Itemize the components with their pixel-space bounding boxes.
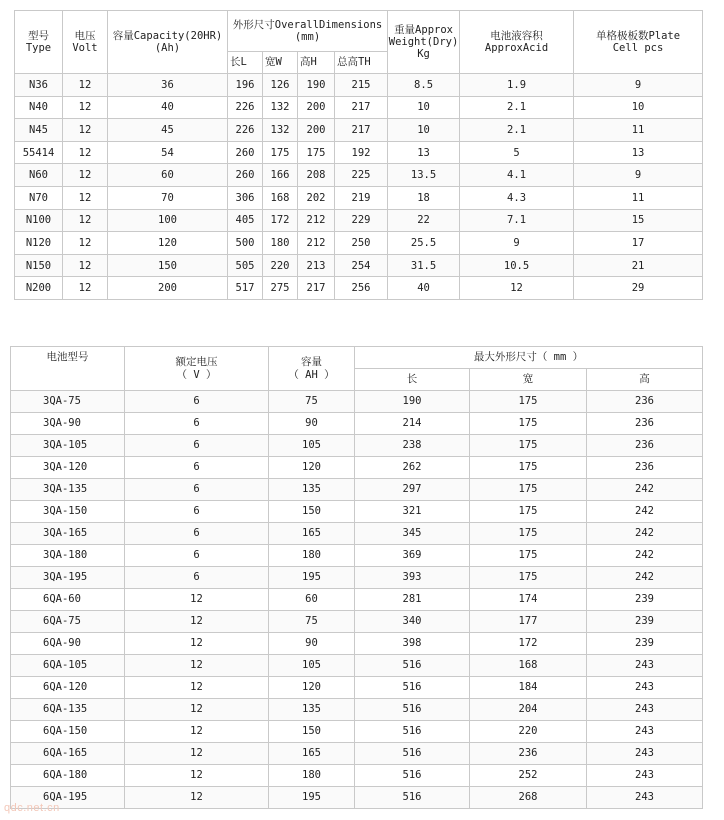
table-cell: 6 <box>125 501 269 523</box>
table-cell: 6 <box>125 413 269 435</box>
table-cell: 238 <box>355 435 470 457</box>
table-cell: 297 <box>355 479 470 501</box>
table-cell: 6 <box>125 391 269 413</box>
table-cell: 175 <box>470 523 587 545</box>
table-cell: 150 <box>269 721 355 743</box>
table-cell: 212 <box>298 232 335 255</box>
table-cell: 3QA-180 <box>11 545 125 567</box>
table-cell: 9 <box>574 74 703 97</box>
table-cell: 10.5 <box>460 254 574 277</box>
table-cell: 6 <box>125 479 269 501</box>
table-cell: 177 <box>470 611 587 633</box>
table-cell: 226 <box>228 96 263 119</box>
table-cell: 175 <box>470 435 587 457</box>
table-cell: 229 <box>335 209 388 232</box>
table-cell: 12 <box>63 96 108 119</box>
table-cell: 12 <box>63 254 108 277</box>
table-cell: 45 <box>108 119 228 142</box>
header-type: 型号 Type <box>15 11 63 74</box>
table-cell: 165 <box>269 523 355 545</box>
table-cell: 192 <box>335 141 388 164</box>
battery-spec-table-n-series <box>14 10 703 300</box>
header-width: 宽W <box>263 52 298 74</box>
table-cell: N70 <box>15 186 63 209</box>
table-cell: 6QA-165 <box>11 743 125 765</box>
header-overall-dimensions: 外形尺寸OverallDimensions (mm) <box>228 11 388 52</box>
header-width: 宽 <box>470 369 587 391</box>
table-cell: 120 <box>269 457 355 479</box>
table-cell: 12 <box>63 74 108 97</box>
table-cell: 260 <box>228 164 263 187</box>
table-cell: 306 <box>228 186 263 209</box>
table-cell: 6QA-135 <box>11 699 125 721</box>
table-cell: 268 <box>470 787 587 809</box>
table-cell: 220 <box>263 254 298 277</box>
table-cell: 226 <box>228 119 263 142</box>
header-length: 长 <box>355 369 470 391</box>
table-cell: 165 <box>269 743 355 765</box>
table-cell: 256 <box>335 277 388 300</box>
table-row <box>11 435 703 457</box>
table-cell: 175 <box>470 391 587 413</box>
table-cell: N40 <box>15 96 63 119</box>
table-cell: 10 <box>574 96 703 119</box>
table-cell: 3QA-165 <box>11 523 125 545</box>
header-total-height: 总高TH <box>335 52 388 74</box>
table-cell: 31.5 <box>388 254 460 277</box>
table-cell: 214 <box>355 413 470 435</box>
table-cell: 6 <box>125 523 269 545</box>
table-cell: 243 <box>587 721 703 743</box>
table-cell: 517 <box>228 277 263 300</box>
table-cell: 516 <box>355 787 470 809</box>
table-row <box>11 501 703 523</box>
table-row <box>11 721 703 743</box>
table-cell: 12 <box>63 164 108 187</box>
table-cell: 7.1 <box>460 209 574 232</box>
table-cell: 12 <box>63 209 108 232</box>
table-row <box>15 209 703 232</box>
table-cell: 105 <box>269 435 355 457</box>
table-cell: 516 <box>355 699 470 721</box>
table-cell: 516 <box>355 655 470 677</box>
table-cell: 220 <box>470 721 587 743</box>
table-cell: 6QA-195 <box>11 787 125 809</box>
table-cell: 12 <box>125 589 269 611</box>
table-cell: 3QA-120 <box>11 457 125 479</box>
table-cell: 219 <box>335 186 388 209</box>
table-cell: 250 <box>335 232 388 255</box>
table-row <box>11 765 703 787</box>
table-cell: 12 <box>125 611 269 633</box>
table-cell: N200 <box>15 277 63 300</box>
table-row <box>11 545 703 567</box>
table-cell: 3QA-195 <box>11 567 125 589</box>
table-cell: 10 <box>388 96 460 119</box>
table-cell: 243 <box>587 743 703 765</box>
table-cell: 516 <box>355 765 470 787</box>
table-cell: 6QA-180 <box>11 765 125 787</box>
table-cell: 208 <box>298 164 335 187</box>
table-row <box>15 74 703 97</box>
table-cell: 242 <box>587 523 703 545</box>
table-cell: 252 <box>470 765 587 787</box>
table-row <box>11 611 703 633</box>
table-cell: 242 <box>587 567 703 589</box>
table-cell: 6QA-105 <box>11 655 125 677</box>
table-cell: 200 <box>298 119 335 142</box>
table-cell: 75 <box>269 391 355 413</box>
table-cell: 36 <box>108 74 228 97</box>
table-cell: 12 <box>125 787 269 809</box>
table-cell: N100 <box>15 209 63 232</box>
table-cell: 12 <box>125 677 269 699</box>
table-cell: 168 <box>263 186 298 209</box>
table-cell: 262 <box>355 457 470 479</box>
table-cell: 12 <box>125 721 269 743</box>
table-cell: 3QA-150 <box>11 501 125 523</box>
table-cell: 225 <box>335 164 388 187</box>
battery-spec-table-qa-series <box>10 346 703 809</box>
table-cell: 281 <box>355 589 470 611</box>
table-cell: 345 <box>355 523 470 545</box>
table-cell: 12 <box>125 765 269 787</box>
table-cell: 1.9 <box>460 74 574 97</box>
table-row <box>11 655 703 677</box>
table-row <box>15 164 703 187</box>
table-cell: 180 <box>269 765 355 787</box>
table-cell: N150 <box>15 254 63 277</box>
header-plates: 单格极板数Plate Cell pcs <box>574 11 703 74</box>
table-cell: 190 <box>298 74 335 97</box>
table-row <box>11 677 703 699</box>
table-cell: 175 <box>470 413 587 435</box>
table-cell: 29 <box>574 277 703 300</box>
table-cell: 217 <box>335 119 388 142</box>
table-cell: 12 <box>63 141 108 164</box>
table-cell: N120 <box>15 232 63 255</box>
table-cell: 500 <box>228 232 263 255</box>
table-cell: 132 <box>263 96 298 119</box>
table-cell: N60 <box>15 164 63 187</box>
table-cell: 260 <box>228 141 263 164</box>
table-row <box>11 743 703 765</box>
table-cell: 25.5 <box>388 232 460 255</box>
table-cell: 516 <box>355 743 470 765</box>
table-cell: 4.3 <box>460 186 574 209</box>
table-cell: 6QA-150 <box>11 721 125 743</box>
table-cell: 242 <box>587 479 703 501</box>
table-cell: 150 <box>108 254 228 277</box>
table-cell: 17 <box>574 232 703 255</box>
table-cell: 236 <box>587 391 703 413</box>
watermark: qdc.net.cn <box>4 802 60 814</box>
table-cell: 6QA-60 <box>11 589 125 611</box>
table-cell: 393 <box>355 567 470 589</box>
table-cell: 2.1 <box>460 119 574 142</box>
table-cell: 105 <box>269 655 355 677</box>
table-row <box>11 413 703 435</box>
table-row <box>11 457 703 479</box>
table-cell: 90 <box>269 413 355 435</box>
table-cell: 12 <box>460 277 574 300</box>
table-cell: 21 <box>574 254 703 277</box>
table-cell: 13 <box>574 141 703 164</box>
table-row <box>15 277 703 300</box>
table-cell: 150 <box>269 501 355 523</box>
table-cell: 236 <box>587 457 703 479</box>
table-cell: 3QA-105 <box>11 435 125 457</box>
table-cell: 217 <box>298 277 335 300</box>
table-row <box>11 787 703 809</box>
table-cell: 12 <box>125 633 269 655</box>
table-cell: 321 <box>355 501 470 523</box>
table-cell: 172 <box>470 633 587 655</box>
table-cell: 212 <box>298 209 335 232</box>
table-cell: 12 <box>63 277 108 300</box>
table-cell: 242 <box>587 501 703 523</box>
table-cell: 12 <box>125 743 269 765</box>
table-row <box>11 633 703 655</box>
table-cell: 369 <box>355 545 470 567</box>
table-cell: 5 <box>460 141 574 164</box>
table-cell: 204 <box>470 699 587 721</box>
table-cell: 275 <box>263 277 298 300</box>
table-cell: 3QA-135 <box>11 479 125 501</box>
table-cell: 132 <box>263 119 298 142</box>
header-height: 高 <box>587 369 703 391</box>
table-cell: 120 <box>269 677 355 699</box>
table-cell: 196 <box>228 74 263 97</box>
table-cell: 175 <box>470 479 587 501</box>
table-cell: 174 <box>470 589 587 611</box>
table-cell: 215 <box>335 74 388 97</box>
table-cell: 405 <box>228 209 263 232</box>
table-cell: 135 <box>269 479 355 501</box>
table-cell: 6QA-90 <box>11 633 125 655</box>
table-cell: 236 <box>587 435 703 457</box>
table-cell: N45 <box>15 119 63 142</box>
table-cell: 9 <box>460 232 574 255</box>
table-cell: 90 <box>269 633 355 655</box>
table-cell: 217 <box>335 96 388 119</box>
table-cell: 3QA-75 <box>11 391 125 413</box>
header-height: 高H <box>298 52 335 74</box>
table-cell: 6 <box>125 457 269 479</box>
table-cell: 12 <box>125 699 269 721</box>
table-cell: 195 <box>269 787 355 809</box>
header-approx-acid: 电池液容积 ApproxAcid <box>460 11 574 74</box>
table-cell: 13.5 <box>388 164 460 187</box>
table-cell: 75 <box>269 611 355 633</box>
header-rated-voltage: 额定电压 （ V ） <box>125 347 269 391</box>
table-cell: 516 <box>355 677 470 699</box>
table-cell: 243 <box>587 699 703 721</box>
table-cell: 243 <box>587 787 703 809</box>
table-cell: 126 <box>263 74 298 97</box>
table-cell: 55414 <box>15 141 63 164</box>
table-cell: 190 <box>355 391 470 413</box>
table-cell: 254 <box>335 254 388 277</box>
table-cell: 70 <box>108 186 228 209</box>
table-cell: 4.1 <box>460 164 574 187</box>
table-cell: 180 <box>269 545 355 567</box>
table-row <box>15 119 703 142</box>
table-cell: 10 <box>388 119 460 142</box>
table-row <box>11 391 703 413</box>
table-cell: 12 <box>63 186 108 209</box>
table-cell: 239 <box>587 589 703 611</box>
header-weight: 重量Approx Weight(Dry) Kg <box>388 11 460 74</box>
table-cell: 13 <box>388 141 460 164</box>
table-cell: 200 <box>298 96 335 119</box>
table-row <box>11 699 703 721</box>
table-cell: 175 <box>263 141 298 164</box>
table-cell: 175 <box>298 141 335 164</box>
table-cell: 12 <box>125 655 269 677</box>
table-cell: 516 <box>355 721 470 743</box>
table-row <box>15 254 703 277</box>
table-cell: 12 <box>63 119 108 142</box>
header-length: 长L <box>228 52 263 74</box>
table-row <box>11 523 703 545</box>
table-cell: 239 <box>587 611 703 633</box>
table-cell: 242 <box>587 545 703 567</box>
table-cell: 3QA-90 <box>11 413 125 435</box>
table-cell: 6QA-75 <box>11 611 125 633</box>
table-cell: 184 <box>470 677 587 699</box>
table-cell: 195 <box>269 567 355 589</box>
table-row <box>15 232 703 255</box>
table-cell: 172 <box>263 209 298 232</box>
table-cell: 100 <box>108 209 228 232</box>
table-cell: 60 <box>108 164 228 187</box>
table-cell: 243 <box>587 677 703 699</box>
header-volt: 电压 Volt <box>63 11 108 74</box>
table-cell: 180 <box>263 232 298 255</box>
table-row <box>11 589 703 611</box>
table-cell: 15 <box>574 209 703 232</box>
table-cell: 120 <box>108 232 228 255</box>
table-row <box>15 186 703 209</box>
table-cell: 340 <box>355 611 470 633</box>
header-battery-model: 电池型号 <box>11 347 125 391</box>
table-cell: 40 <box>388 277 460 300</box>
table-cell: 398 <box>355 633 470 655</box>
table-row <box>11 567 703 589</box>
table-cell: 200 <box>108 277 228 300</box>
table-cell: 175 <box>470 457 587 479</box>
table-cell: 8.5 <box>388 74 460 97</box>
table-cell: 236 <box>587 413 703 435</box>
table-cell: 6QA-120 <box>11 677 125 699</box>
table-cell: 54 <box>108 141 228 164</box>
table-cell: 175 <box>470 501 587 523</box>
table-cell: 6 <box>125 545 269 567</box>
table-row <box>15 96 703 119</box>
table-cell: 11 <box>574 186 703 209</box>
table-cell: 243 <box>587 655 703 677</box>
table-cell: 135 <box>269 699 355 721</box>
table-cell: 505 <box>228 254 263 277</box>
table-cell: 9 <box>574 164 703 187</box>
table-row <box>11 479 703 501</box>
table-cell: 40 <box>108 96 228 119</box>
table-cell: 243 <box>587 765 703 787</box>
table-cell: 202 <box>298 186 335 209</box>
table-cell: 2.1 <box>460 96 574 119</box>
table-cell: 175 <box>470 567 587 589</box>
table-cell: 236 <box>470 743 587 765</box>
table-cell: 22 <box>388 209 460 232</box>
table-cell: 11 <box>574 119 703 142</box>
table-cell: 175 <box>470 545 587 567</box>
header-capacity-ah: 容量 （ AH ） <box>269 347 355 391</box>
table-cell: 239 <box>587 633 703 655</box>
table-cell: 60 <box>269 589 355 611</box>
header-max-dimensions: 最大外形尺寸（ mm ） <box>355 347 703 369</box>
table-cell: 6 <box>125 435 269 457</box>
header-capacity: 容量Capacity(20HR) (Ah) <box>108 11 228 74</box>
table-row <box>15 141 703 164</box>
table-cell: 18 <box>388 186 460 209</box>
table-cell: 12 <box>63 232 108 255</box>
table-cell: 213 <box>298 254 335 277</box>
table-cell: 168 <box>470 655 587 677</box>
table-cell: 6 <box>125 567 269 589</box>
table-cell: 166 <box>263 164 298 187</box>
table-cell: N36 <box>15 74 63 97</box>
